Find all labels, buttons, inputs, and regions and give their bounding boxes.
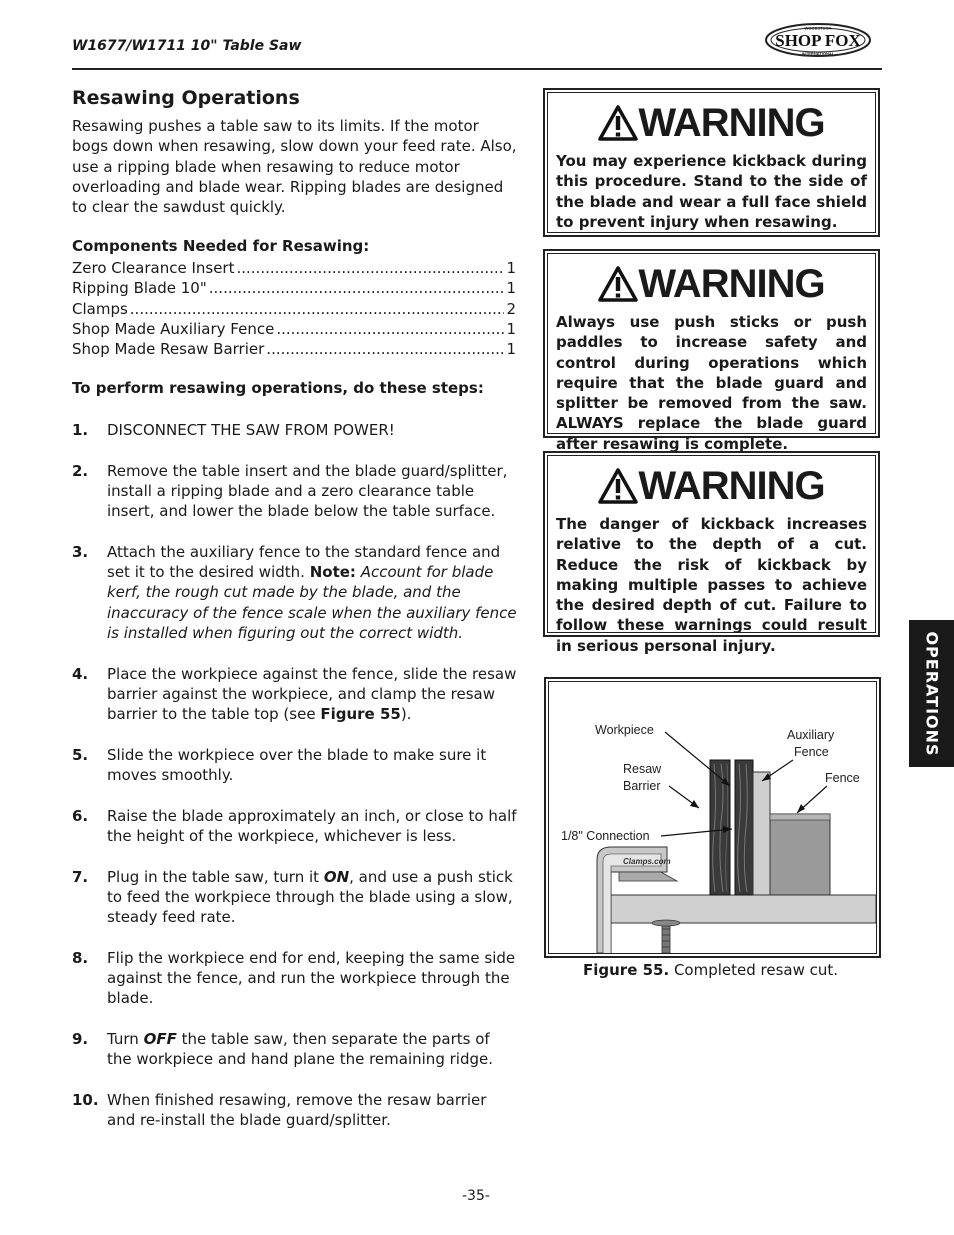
- warning-box-push-sticks: [543, 249, 880, 453]
- component-item: Clamps ..... 2: [72, 299, 516, 319]
- table-top: [611, 895, 876, 923]
- step-item: 6. Raise the blade approximately an inch, or close to half the height of the workpiece, whichever is less.: [72, 806, 517, 845]
- component-item: Ripping Blade 10" ..... 1: [72, 278, 516, 298]
- figure-caption: Figure 55. Completed resaw cut.: [583, 961, 839, 979]
- components-heading: Components Needed for Resawing:: [72, 237, 370, 255]
- step-item: 4. Place the workpiece against the fence, slide the resaw barrier against the workpiece, and clamp the resaw barrier to the table top (see Figure 55).: [72, 664, 517, 724]
- component-item: Zero Clearance Insert ..... 1: [72, 258, 516, 278]
- component-item: Shop Made Resaw Barrier ..... 1: [72, 339, 516, 359]
- warning-title: WARNING: [638, 464, 825, 508]
- fence: [770, 814, 830, 895]
- section-title: Resawing Operations: [72, 87, 300, 109]
- steps-heading: To perform resawing operations, do these steps:: [72, 379, 484, 397]
- step-item: 8. Flip the workpiece end for end, keeping the same side against the fence, and run the workpiece through the blade.: [72, 948, 516, 1008]
- label-workpiece: Workpiece: [595, 723, 654, 737]
- shop-fox-logo: [764, 22, 872, 58]
- warning-box-depth-of-cut: [543, 451, 880, 655]
- steps-list: [72, 420, 518, 1151]
- page-number: -35-: [462, 1188, 490, 1204]
- figure-55: [544, 677, 881, 958]
- label-auxiliary-fence-2: Fence: [794, 745, 829, 759]
- label-resaw-barrier-1: Resaw: [623, 762, 662, 776]
- step-item: 3. Attach the auxiliary fence to the standard fence and set it to the desired width. Note: Account for blade kerf, the rough cut made by the blade, and the inaccuracy of the fence scale when the auxiliary fence is installed when figuring out the correct width.: [72, 542, 517, 642]
- label-resaw-barrier-2: Barrier: [623, 779, 661, 793]
- warning-box-kickback: [543, 88, 880, 237]
- resaw-illustration: [549, 682, 876, 953]
- warning-triangle-icon: [598, 105, 638, 141]
- clamp-jaw: [619, 872, 677, 881]
- auxiliary-fence: [753, 772, 770, 895]
- clamp-brand: Clamps.com: [623, 857, 671, 866]
- step-item: 9. Turn OFF the table saw, then separate the parts of the workpiece and hand plane the remaining ridge.: [72, 1029, 493, 1069]
- logo-arc-top: WOODSTOCK: [804, 25, 832, 31]
- step-item: 2. Remove the table insert and the blade guard/splitter, install a ripping blade and a zero clearance table insert, and lower the blade below the table surface.: [72, 461, 508, 521]
- warning-text: Always use push sticks or push paddles to increase safety and control during operations which require that the blade guard and splitter be removed from the saw. ALWAYS replace the blade guard after resawing is complete.: [556, 313, 867, 453]
- warning-triangle-icon: [598, 266, 638, 302]
- logo-arc-bottom: INTERNATIONAL: [801, 51, 835, 56]
- label-fence: Fence: [825, 771, 860, 785]
- components-list: [72, 258, 516, 359]
- operations-side-tab: OPERATIONS: [909, 620, 954, 767]
- clamp-screw: [662, 923, 670, 953]
- step-item: 10. When finished resawing, remove the resaw barrier and re-install the blade guard/splitter.: [72, 1090, 487, 1130]
- warning-title: WARNING: [638, 262, 825, 306]
- step-item: 1. DISCONNECT THE SAW FROM POWER!: [72, 421, 395, 439]
- figure-reference: Figure 55: [320, 705, 401, 724]
- step-item: 5. Slide the workpiece over the blade to make sure it moves smoothly.: [72, 745, 487, 785]
- warning-text: The danger of kickback increases relative to the depth of a cut. Reduce the risk of kickback by making multiple passes to achieve the desired depth of cut. Failure to follow these warnings could result in serious personal injury.: [556, 515, 867, 655]
- warning-title: WARNING: [638, 101, 825, 145]
- warning-triangle-icon: [598, 468, 638, 504]
- note-text: Account for blade kerf, the rough cut made by the blade, and the inaccuracy of the fence scale when the auxiliary fence is installed when figuring out the correct width.: [107, 563, 517, 642]
- intro-paragraph: Resawing pushes a table saw to its limits. If the motor bogs down when resawing, slow down your feed rate. Also, use a ripping blade when resawing to reduce motor overloading and blade wear. Ripping blades are designed to clear the sawdust quickly.: [72, 117, 517, 217]
- document-title: W1677/W1711 10" Table Saw: [72, 38, 302, 54]
- workpiece: [735, 760, 753, 895]
- warning-text: You may experience kickback during this procedure. Stand to the side of the blade and wear a full face shield to prevent injury when resawing.: [556, 152, 867, 231]
- header-divider: [72, 68, 882, 70]
- label-auxiliary-fence-1: Auxiliary: [787, 728, 835, 742]
- label-connection: 1/8" Connection: [561, 829, 650, 843]
- step-item: 7. Plug in the table saw, turn it ON, and use a push stick to feed the workpiece through the blade using a slow, steady feed rate.: [72, 867, 513, 927]
- logo-text: SHOP FOX: [775, 31, 861, 50]
- component-item: Shop Made Auxiliary Fence ..... 1: [72, 319, 516, 339]
- note-label: Note:: [309, 563, 356, 582]
